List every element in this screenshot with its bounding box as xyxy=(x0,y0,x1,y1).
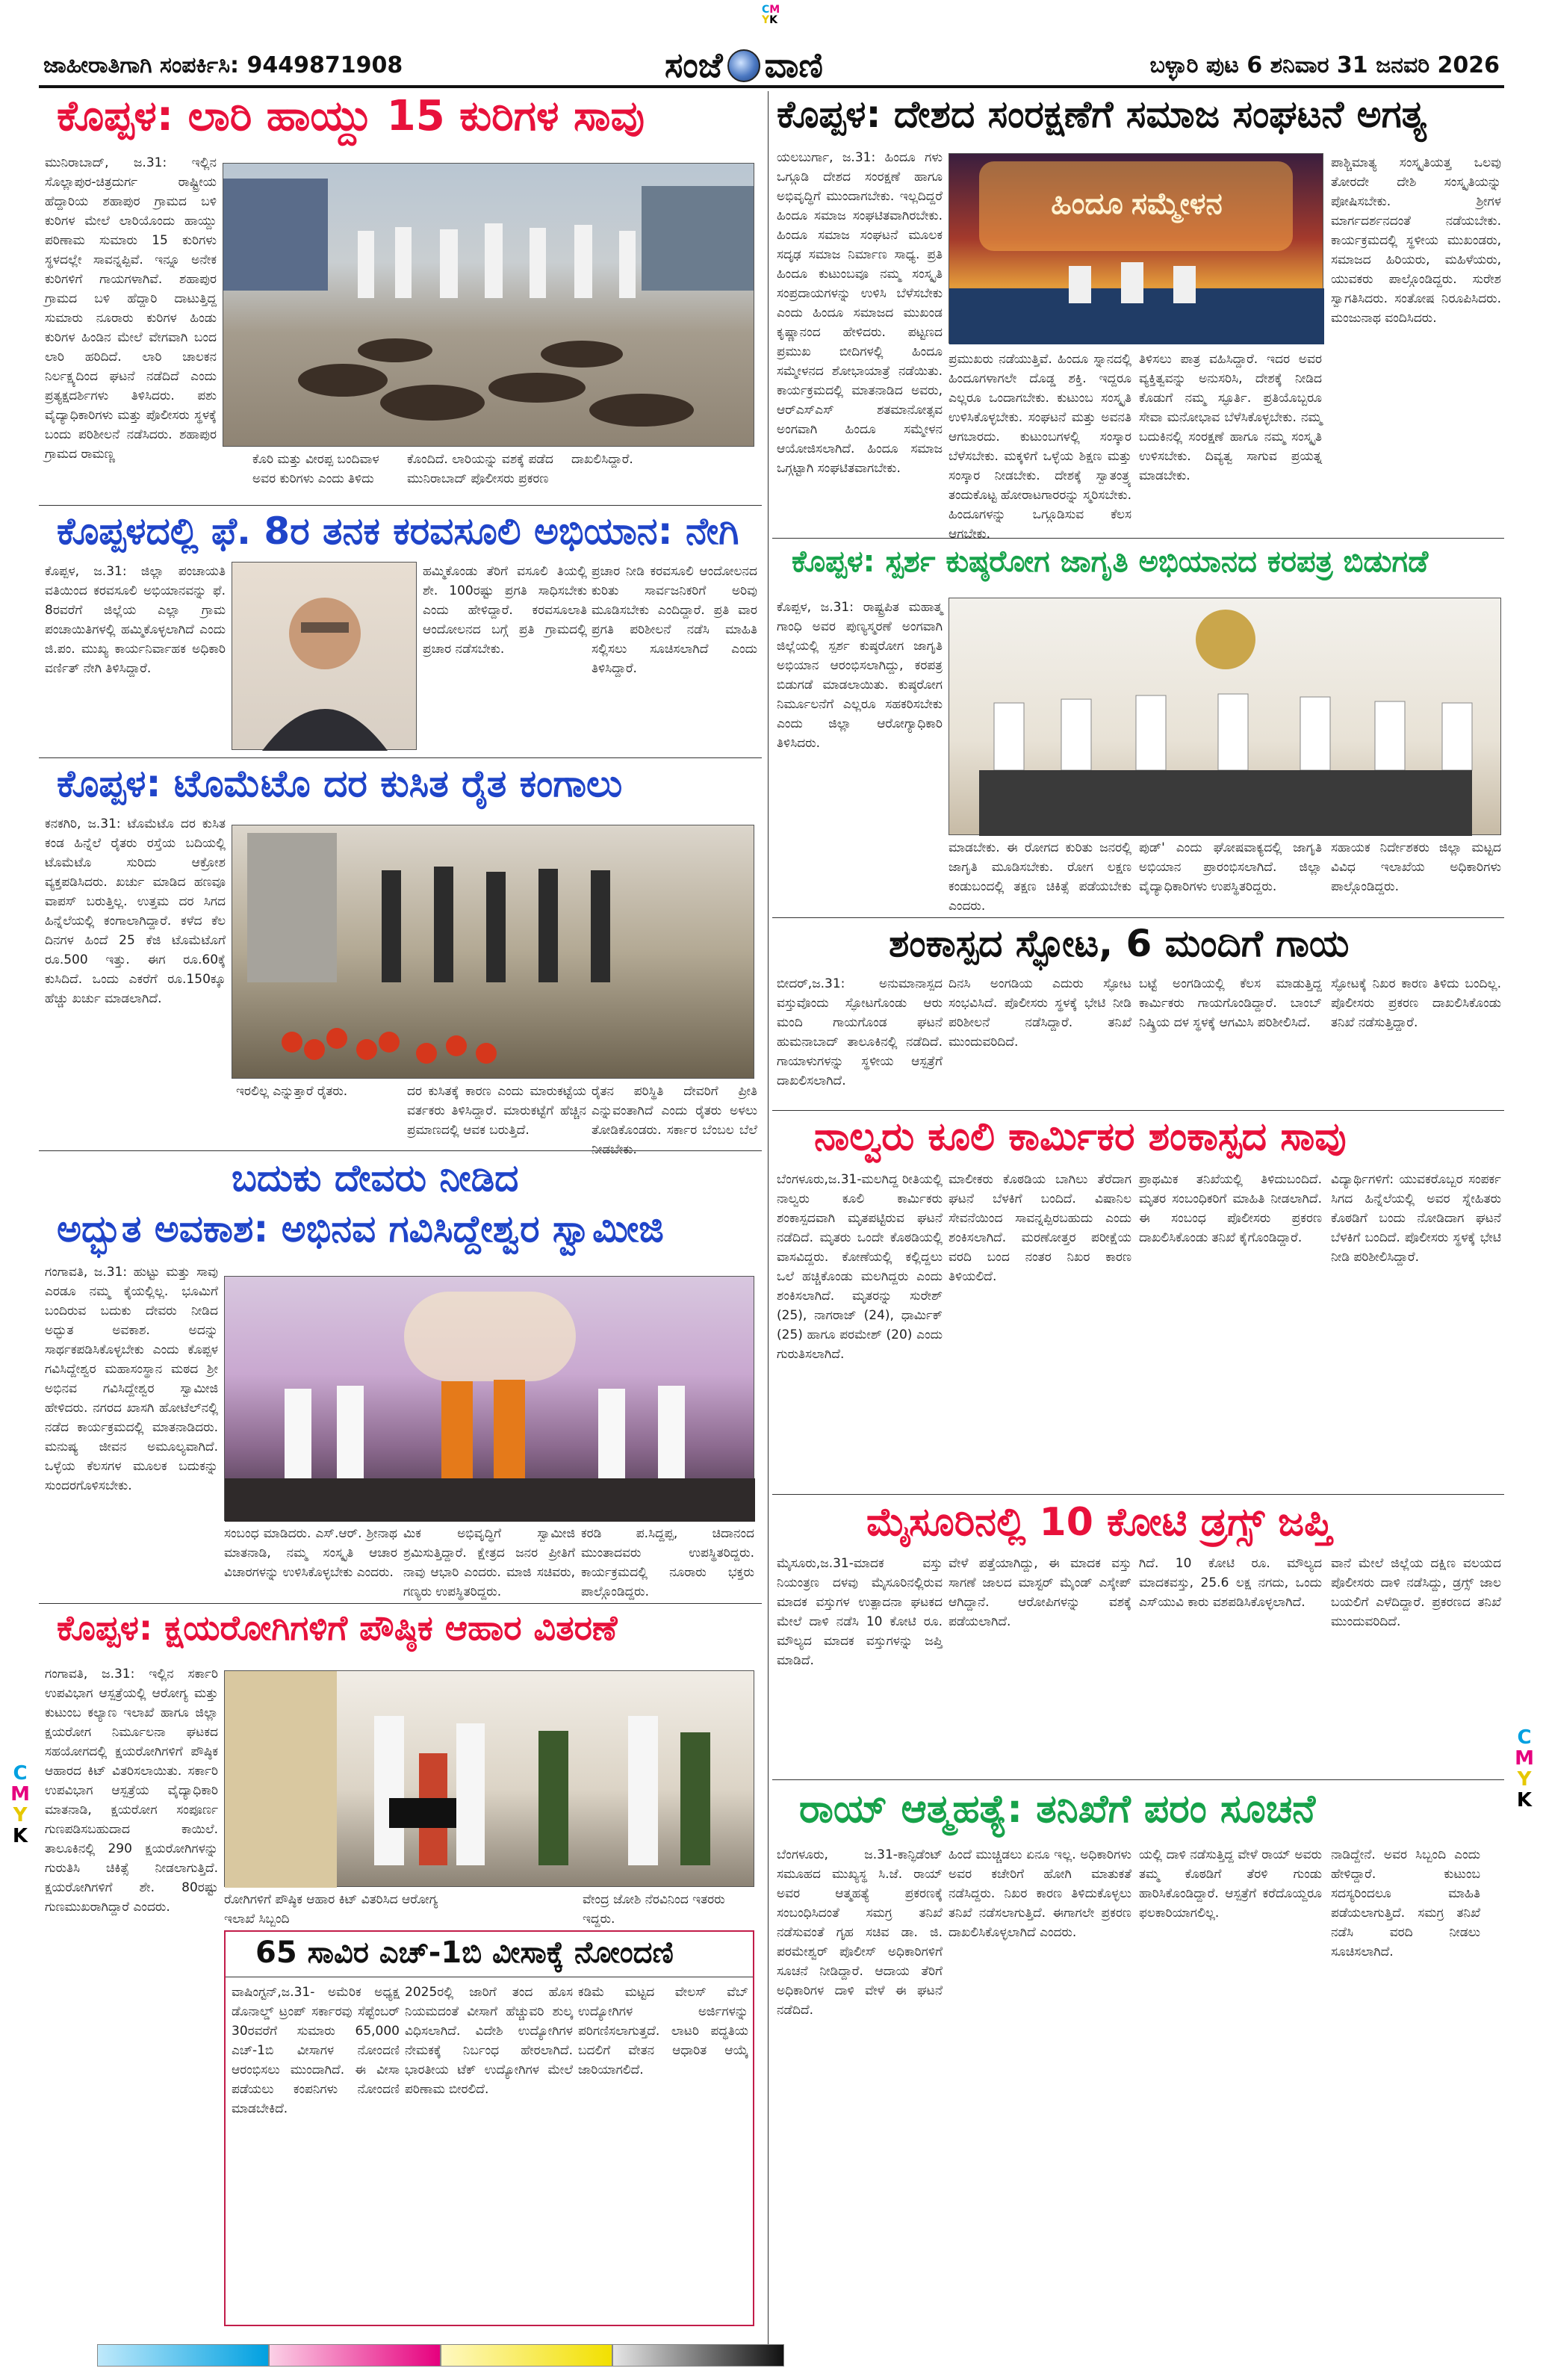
article-body-end: ದಾಖಲಿಸಿದ್ದಾರೆ. xyxy=(571,452,633,467)
article-body: ವಿದ್ಯಾರ್ಥಿಗಳಿಗೆ: ಯುವಕರೊಬ್ಬರ ಸಂಪರ್ಕ ಸಿಗದ ಹಿನ್ನೆಲೆಯಲ್ಲಿ ಅವರ ಸ್ನೇಹಿತರು ಕೊಠಡಿಗೆ ಬಂದು ನೋಡಿದಾಗ ಘಟನೆ ಬೆಳಕಿಗೆ ಬಂದಿದೆ. ಪೊಲೀಸರು ಸ್ಥಳಕ್ಕೆ ಭೇಟಿ ನೀಡಿ ಪರಿಶೀಲಿಸಿದ್ದಾರೆ. xyxy=(1331,1172,1501,1265)
headline-roy-suicide-probe: ರಾಯ್ ಆತ್ಮಹತ್ಯೆ: ತನಿಖೆಗೆ ಪರಂ ಸೂಚನೆ xyxy=(799,1787,1316,1832)
article-body: ಸಂಬಂಧ ಮಾಡಿದರು. ಎಸ್.ಆರ್. ಶ್ರೀನಾಥ ಮಾತನಾಡಿ, ನಮ್ಮ ಸಂಸ್ಕೃತಿ ಆಚಾರ ವಿಚಾರಗಳನ್ನು ಉಳಿಸಿಕೊಳ್ಳಬೇಕು ಎಂದರು. xyxy=(224,1526,397,1580)
article-body: ಹಿಂದೆ ಮುಚ್ಚಿಡಲು ಏನೂ ಇಲ್ಲ. ಅಧಿಕಾರಿಗಳು ಅವರ ಕಚೇರಿಗೆ ಹೋಗಿ ಮಾತುಕತೆ ನಡೆಸಿದ್ದರು. ನಿಖರ ಕಾರಣ ತಿಳಿದುಕೊಳ್ಳಲು ತನಿಖೆ ನಡೆಸಲಾಗುತ್ತಿದೆ. ಈಗಾಗಲೇ ಪ್ರಕರಣ ದಾಖಲಿಸಿಕೊಳ್ಳಲಾಗಿದೆ ಎಂದರು. xyxy=(949,1847,1131,1940)
photo-scene xyxy=(232,563,417,751)
photo-scene xyxy=(949,598,1502,836)
article-body: ಯಲಬುರ್ಗಾ, ಜ.31: ಹಿಂದೂ ಗಳು ಒಗ್ಗೂಡಿ ದೇಶದ ಸಂರಕ್ಷಣೆ ಹಾಗೂ ಅಭಿವೃದ್ಧಿಗೆ ಮುಂದಾಗಬೇಕು. ಇಲ್ಲದಿದ್ದರೆ ಹಿಂದೂ ಸಮಾಜ ಸಂಘಟಿತವಾಗಿರಬೇಕು. ಹಿಂದೂ ಸಮಾಜ ಸಂಘಟನೆ ಮೂಲಕ ಸದೃಢ ಸಮಾಜ ನಿರ್ಮಾಣ ಸಾಧ್ಯ. ಪ್ರತಿ ಹಿಂದೂ ಕುಟುಂಬವೂ ನಮ್ಮ ಸಂಸ್ಕೃತಿ ಸಂಪ್ರದಾಯಗಳನ್ನು ಉಳಿಸಿ ಬೆಳೆಸಬೇಕು ಎಂದು ಹಿಂದೂ ಸಮಾಜದ ಮುಖಂಡ ಕೃಷ್ಣಾನಂದ ಹೇಳಿದರು. ಪಟ್ಟಣದ ಪ್ರಮುಖ ಬೀದಿಗಳಲ್ಲಿ ಹಿಂದೂ ಸಮ್ಮೇಳನದ ಶೋಭಾಯಾತ್ರೆ ನಡೆಯಿತು. ಕಾರ್ಯಕ್ರಮದಲ್ಲಿ ಮಾತನಾಡಿದ ಅವರು, ಆರ್‌ಎಸ್‌ಎಸ್ ಶತಮಾನೋತ್ಸವ ಅಂಗವಾಗಿ ಹಿಂದೂ ಸಮ್ಮೇಳನ ಆಯೋಜಿಸಲಾಗಿದೆ. ಹಿಂದೂ ಸಮಾಜ ಒಗ್ಗಟ್ಟಾಗಿ ಸಂಘಟಿತವಾಗಬೇಕು. xyxy=(777,150,943,476)
section-rule xyxy=(39,757,762,758)
section-rule xyxy=(772,1779,1504,1780)
photo-farmers-with-tomatoes xyxy=(232,825,754,1079)
article-body-continued: ಕೊಂದಿದೆ. ಲಾರಿಯನ್ನು ವಶಕ್ಕೆ ಪಡೆದ ಮುನಿರಾಬಾದ್ ಪೊಲೀಸರು ಪ್ರಕರಣ xyxy=(407,452,553,486)
masthead-rule xyxy=(39,85,1504,88)
headline-leprosy-awareness: ಕೊಪ್ಪಳ: ಸ್ಪರ್ಶ ಕುಷ್ಠರೋಗ ಜಾಗೃತಿ ಅಭಿಯಾನದ ಕರಪತ್ರ ಬಿಡುಗಡೆ xyxy=(792,545,1429,579)
section-rule xyxy=(39,1150,762,1151)
headline-tomato-price-fall: ಕೊಪ್ಪಳ: ಟೊಮೆಟೊ ದರ ಕುಸಿತ ರೈತ ಕಂಗಾಲು xyxy=(57,762,623,805)
masthead xyxy=(0,0,1543,85)
article-body: ಮಿಕ ಅಭಿವೃದ್ಧಿಗೆ ಸ್ವಾಮೀಜಿ ಶ್ರಮಿಸುತ್ತಿದ್ದಾರೆ. ಕ್ಷೇತ್ರದ ಜನರ ಪ್ರೀತಿಗೆ ನಾವು ಆಭಾರಿ ಎಂದರು. ಮಾಜಿ ಸಚಿವರು, ಗಣ್ಯರು ಉಪಸ್ಥಿತರಿದ್ದರು. xyxy=(403,1526,575,1599)
article-body: ಮುನಿರಾಬಾದ್, ಜ.31: ಇಲ್ಲಿನ ಸೊಲ್ಲಾಪುರ-ಚಿತ್ರದುರ್ಗ ರಾಷ್ಟ್ರೀಯ ಹೆದ್ದಾರಿಯ ಶಹಾಪುರ ಗ್ರಾಮದ ಬಳಿ ಕುರಿಗಳ ಮೇಲೆ ಲಾರಿಯೊಂದು ಹಾಯ್ದು ಪರಿಣಾಮ ಸುಮಾರು 15 ಕುರಿಗಳು ಸ್ಥಳದಲ್ಲೇ ಸಾವನ್ನಪ್ಪಿವೆ. ಇನ್ನೂ ಅನೇಕ ಕುರಿಗಳಿಗೆ ಗಾಯಗಳಾಗಿವೆ. ಶಹಾಪುರ ಗ್ರಾಮದ ಬಳಿ ಹೆದ್ದಾರಿ ದಾಟುತ್ತಿದ್ದ ಸುಮಾರು ನೂರಾರು ಕುರಿಗಳ ಹಿಂಡು ಕುರಿಗಳ ಹಿಂಡಿನ ಮೇಲೆ ವೇಗವಾಗಿ ಬಂದ ಲಾರಿ ಹರಿದಿದೆ. ಲಾರಿ ಚಾಲಕನ ನಿರ್ಲಕ್ಷ್ಯದಿಂದ ಘಟನೆ ನಡೆದಿದೆ ಎಂದು ಪ್ರತ್ಯಕ್ಷದರ್ಶಿಗಳು ತಿಳಿಸಿದರು. ಪಶು ವೈದ್ಯಾಧಿಕಾರಿಗಳು ಮತ್ತು ಪೊಲೀಸರು ಸ್ಥಳಕ್ಕೆ ಬಂದು ಪರಿಶೀಲನೆ ನಡೆಸಿದರು. ಶಹಾಪುರ ಗ್ರಾಮದ ರಾಮಣ್ಣ xyxy=(45,155,217,462)
article-body: ಪುಡ್' ಎಂದು ಘೋಷವಾಕ್ಯದಲ್ಲಿ ಜಾಗೃತಿ ಅಭಿಯಾನ ಪ್ರಾರಂಭಿಸಲಾಗಿದೆ. ಜಿಲ್ಲಾ ವೈದ್ಯಾಧಿಕಾರಿಗಳು ಉಪಸ್ಥಿತರಿದ್ದರು. xyxy=(1139,840,1322,894)
photo-officer-portrait xyxy=(232,562,417,750)
article-body: ಪ್ರಮುಖರು ನಡೆಯುತ್ತಿವೆ. ಹಿಂದೂ ಸ್ನಾನದಲ್ಲಿ ಹಿಂದೂಗಳಾಗಲೇ ದೊಡ್ಡ ಶಕ್ತಿ. ಇದ್ದರೂ ಎಲ್ಲರೂ ಒಂದಾಗಬೇಕು. ಕುಟುಂಬ ಸಂಸ್ಕೃತಿ ಉಳಿಸಿಕೊಳ್ಳಬೇಕು. ಸಂಘಟನೆ ಮತ್ತು ಅವನತಿ ಆಗಬಾರದು. ಕುಟುಂಬಗಳಲ್ಲಿ ಸಂಸ್ಕಾರ ಬೆಳೆಸಬೇಕು. ಮಕ್ಕಳಿಗೆ ಒಳ್ಳೆಯ ಶಿಕ್ಷಣ ಮತ್ತು ಸಂಸ್ಕಾರ ನೀಡಬೇಕು. ದೇಶಕ್ಕೆ ಸ್ವಾತಂತ್ರ್ಯ ತಂದುಕೊಟ್ಟ ಹೋರಾಟಗಾರರನ್ನು ಸ್ಮರಿಸಬೇಕು. ಹಿಂದೂಗಳನ್ನು ಒಗ್ಗೂಡಿಸುವ ಕೆಲಸ ಆಗಬೇಕು. xyxy=(949,352,1131,542)
article-body: ಕೊಪ್ಪಳ, ಜ.31: ರಾಷ್ಟ್ರಪಿತ ಮಹಾತ್ಮ ಗಾಂಧಿ ಅವರ ಪುಣ್ಯಸ್ಮರಣೆ ಅಂಗವಾಗಿ ಜಿಲ್ಲೆಯಲ್ಲಿ ಸ್ಪರ್ಶ ಕುಷ್ಠರೋಗ ಜಾಗೃತಿ ಅಭಿಯಾನ ಆರಂಭಿಸಲಾಗಿದ್ದು, ಕರಪತ್ರ ಬಿಡುಗಡೆ ಮಾಡಲಾಯಿತು. ಕುಷ್ಠರೋಗ ನಿರ್ಮೂಲನೆಗೆ ಎಲ್ಲರೂ ಸಹಕರಿಸಬೇಕು ಎಂದು ಜಿಲ್ಲಾ ಆರೋಗ್ಯಾಧಿಕಾರಿ ತಿಳಿಸಿದರು. xyxy=(777,600,943,751)
article-body: ಹಮ್ಮಿಕೊಂಡು ತೆರಿಗೆ ವಸೂಲಿ ತಿಯಲ್ಲಿ ಶೇ. 100ರಷ್ಟು ಪ್ರಗತಿ ಸಾಧಿಸಬೇಕು ಎಂದು ಹೇಳಿದ್ದಾರೆ. ಕರವಸೂಲಾತಿ ಆಂದೋಲನದ ಬಗ್ಗೆ ಪ್ರತಿ ಗ್ರಾಮದಲ್ಲಿ ಪ್ರಚಾರ ನಡೆಸಬೇಕು. xyxy=(423,564,587,657)
section-rule xyxy=(39,505,762,506)
article-body: ಕಡಿಮೆ ಮಟ್ಟದ ವೇಲಸ್ ವೆಬ್ ಉದ್ಯೋಗಿಗಳ ಅರ್ಜಿಗಳನ್ನು ಪರಿಗಣಿಸಲಾಗುತ್ತದೆ. ಲಾಟರಿ ಪದ್ಧತಿಯ ಬದಲಿಗೆ ವೇತನ ಆಧಾರಿತ ಆಯ್ಕೆ ಜಾರಿಯಾಗಲಿದೆ. xyxy=(578,1985,748,2077)
section-rule xyxy=(772,1494,1504,1495)
article-body: ಪಾಶ್ಚಿಮಾತ್ಯ ಸಂಸ್ಕೃತಿಯತ್ತ ಒಲವು ತೋರದೇ ದೇಶಿ ಸಂಸ್ಕೃತಿಯನ್ನು ಪೋಷಿಸಬೇಕು. ಶ್ರೀಗಳ ಮಾರ್ಗದರ್ಶನದಂತೆ ನಡೆಯಬೇಕು. ಕಾರ್ಯಕ್ರಮದಲ್ಲಿ ಸ್ಥಳೀಯ ಮುಖಂಡರು, ಸಮಾಜದ ಹಿರಿಯರು, ಮಹಿಳೆಯರು, ಯುವಕರು ಪಾಲ್ಗೊಂಡಿದ್ದರು. ಸುರೇಶ ಸ್ವಾಗತಿಸಿದರು. ಸಂತೋಷ ನಿರೂಪಿಸಿದರು. ಮಂಜುನಾಥ ವಂದಿಸಿದರು. xyxy=(1331,155,1501,326)
h1b-box xyxy=(224,1930,754,2326)
article-body: ಸಹಾಯಕ ನಿರ್ದೇಶಕರು ಜಿಲ್ಲಾ ಮಟ್ಟದ ವಿವಿಧ ಇಲಾಖೆಯ ಅಧಿಕಾರಿಗಳು ಪಾಲ್ಗೊಂಡಿದ್ದರು. xyxy=(1331,840,1501,894)
article-body: ಬೀದರ್,ಜ.31: ಅನುಮಾನಾಸ್ಪದ ವಸ್ತುವೊಂದು ಸ್ಫೋಟಗೊಂಡು ಆರು ಮಂದಿ ಗಾಯಗೊಂಡ ಘಟನೆ ಹುಮನಾಬಾದ್ ತಾಲೂಕಿನಲ್ಲಿ ನಡೆದಿದೆ. ಗಾಯಾಳುಗಳನ್ನು ಸ್ಥಳೀಯ ಆಸ್ಪತ್ರೆಗೆ ದಾಖಲಿಸಲಾಗಿದೆ. xyxy=(777,976,943,1088)
banner-text: ಹಿಂದೂ ಸಮ್ಮೇಳನ xyxy=(1051,188,1223,220)
article-body: ತಿಳಿಸಲು ಪಾತ್ರ ವಹಿಸಿದ್ದಾರೆ. ಇದರ ಅವರ ವ್ಯಕ್ತಿತ್ವವನ್ನು ಅನುಸರಿಸಿ, ದೇಶಕ್ಕೆ ನೀಡಿದ ಕೊಡುಗೆ ನಮ್ಮ ಸ್ಫೂರ್ತಿ. ಪ್ರತಿಯೊಬ್ಬರೂ ಸೇವಾ ಮನೋಭಾವ ಬೆಳೆಸಿಕೊಳ್ಳಬೇಕು. ನಮ್ಮ ಬದುಕಿನಲ್ಲಿ ಸಂರಕ್ಷಣೆ ಹಾಗೂ ನಮ್ಮ ಸಂಸ್ಕೃತಿ ಉಳಿಸಬೇಕು. ದಿವ್ಯತ್ವ ಸಾಗುವ ಪ್ರಯತ್ನ ಮಾಡಬೇಕು. xyxy=(1139,352,1322,483)
article-body: ಕನಕಗಿರಿ, ಜ.31: ಟೊಮೆಟೊ ದರ ಕುಸಿತ ಕಂಡ ಹಿನ್ನೆಲೆ ರೈತರು ರಸ್ತೆಯ ಬದಿಯಲ್ಲಿ ಟೊಮೆಟೊ ಸುರಿದು ಆಕ್ರೋಶ ವ್ಯಕ್ತಪಡಿಸಿದರು. ಖರ್ಚು ಮಾಡಿದ ಹಣವೂ ವಾಪಸ್ ಬರುತ್ತಿಲ್ಲ. ಉತ್ತಮ ದರ ಸಿಗದ ಹಿನ್ನೆಲೆಯಲ್ಲಿ ಕಂಗಾಲಾಗಿದ್ದಾರೆ. ಕಳೆದ ಕೆಲ ದಿನಗಳ ಹಿಂದೆ 25 ಕೆಜಿ ಟೊಮೆಟೊಗೆ ರೂ.500 ಇತ್ತು. ಈಗ ರೂ.60ಕ್ಕೆ ಕುಸಿದಿದೆ. ಒಂದು ಎಕರೆಗೆ ರೂ.150ಕ್ಕೂ ಹೆಚ್ಚು ಖರ್ಚು ಮಾಡಲಾಗಿದೆ. xyxy=(45,816,226,1006)
article-body: ಬೆಂಗಳೂರು, ಜ.31-ಕಾನ್ಫಿಡೆಂಟ್ ಸಮೂಹದ ಮುಖ್ಯಸ್ಥ ಸಿ.ಜೆ. ರಾಯ್ ಅವರ ಆತ್ಮಹತ್ಯೆ ಪ್ರಕರಣಕ್ಕೆ ಸಂಬಂಧಿಸಿದಂತೆ ಸಮಗ್ರ ತನಿಖೆ ನಡೆಸುವಂತೆ ಗೃಹ ಸಚಿವ ಡಾ. ಜಿ. ಪರಮೇಶ್ವರ್ ಪೊಲೀಸ್ ಅಧಿಕಾರಿಗಳಿಗೆ ಸೂಚನೆ ನೀಡಿದ್ದಾರೆ. ಆದಾಯ ತೆರಿಗೆ ಅಧಿಕಾರಿಗಳ ದಾಳಿ ವೇಳೆ ಈ ಘಟನೆ ನಡೆದಿದೆ. xyxy=(777,1847,943,2018)
photo-caption: ಕೊರಿ ಮತ್ತು ವೀರಪ್ಪ ಬಂದಿವಾಳ ಅವರ ಕುರಿಗಳು ಎಂದು ತಿಳಿದು xyxy=(252,452,379,486)
headline-sheep-death: ಕೊಪ್ಪಳ: ಲಾರಿ ಹಾಯ್ದು 15 ಕುರಿಗಳ ಸಾವು xyxy=(57,92,645,140)
article-body: ವಾನೆ ಮೇಲೆ ಜಿಲ್ಲೆಯ ದಕ್ಷಿಣ ವಲಯದ ಪೊಲೀಸರು ದಾಳಿ ನಡೆಸಿದ್ದು, ಡ್ರಗ್ಸ್ ಜಾಲ ಬಯಲಿಗೆ ಎಳೆದಿದ್ದಾರೆ. ಪ್ರಕರಣದ ತನಿಖೆ ಮುಂದುವರಿದಿದೆ. xyxy=(1331,1556,1501,1629)
globe-icon xyxy=(727,49,760,82)
edition-info: ಬಳ್ಳಾರಿ ಪುಟ 6 ಶನಿವಾರ 31 ಜನವರಿ 2026 xyxy=(1149,52,1500,78)
article-body: ಸ್ಫೋಟಕ್ಕೆ ನಿಖರ ಕಾರಣ ತಿಳಿದು ಬಂದಿಲ್ಲ. ಪೊಲೀಸರು ಪ್ರಕರಣ ದಾಖಲಿಸಿಕೊಂಡು ತನಿಖೆ ನಡೆಸುತ್ತಿದ್ದಾರೆ. xyxy=(1331,976,1501,1030)
photo-caption: ಇರಲಿಲ್ಲ ಎನ್ನುತ್ತಾರೆ ರೈತರು. xyxy=(236,1084,348,1099)
section-rule xyxy=(39,1603,762,1604)
newspaper-logo: ಸಂಜೆ ವಾಣಿ xyxy=(665,45,823,85)
photo-scene xyxy=(225,1277,755,1522)
photo-caption: ರೋಗಿಗಳಿಗೆ ಪೌಷ್ಠಿಕ ಆಹಾರ ಕಿಟ್ ವಿತರಿಸಿದ ಆರೋಗ್ಯ ಇಲಾಖೆ ಸಿಬ್ಬಂದಿ xyxy=(224,1892,438,1927)
article-body: ದರ ಕುಸಿತಕ್ಕೆ ಕಾರಣ ಎಂದು ಮಾರುಕಟ್ಟೆಯ ವರ್ತಕರು ತಿಳಿಸಿದ್ದಾರೆ. ಮಾರುಕಟ್ಟೆಗೆ ಹೆಚ್ಚಿನ ಪ್ರಮಾಣದಲ್ಲಿ ಆವಕ ಬರುತ್ತಿದೆ. xyxy=(407,1084,586,1138)
article-body: ದಿನಸಿ ಅಂಗಡಿಯ ಎದುರು ಸ್ಫೋಟ ಸಂಭವಿಸಿದೆ. ಪೊಲೀಸರು ಸ್ಥಳಕ್ಕೆ ಭೇಟಿ ನೀಡಿ ಪರಿಶೀಲನೆ ನಡೆಸಿದ್ದಾರೆ. ತನಿಖೆ ಮುಂದುವರಿದಿದೆ. xyxy=(949,976,1131,1050)
section-rule xyxy=(772,917,1504,918)
photo-scene xyxy=(232,825,755,1079)
photo-leprosy-pamphlet-release xyxy=(949,598,1501,835)
black-calibration-bar xyxy=(612,2344,784,2367)
cmyk-registration-mark: CM YK xyxy=(762,4,780,26)
photo-dead-sheep-highway xyxy=(223,163,754,447)
ad-contact: ಜಾಹೀರಾತಿಗಾಗಿ ಸಂಪರ್ಕಿಸಿ: 9449871908 xyxy=(43,52,403,78)
headline-hindu-organization: ಕೊಪ್ಪಳ: ದೇಶದ ಸಂರಕ್ಷಣೆಗೆ ಸಮಾಜ ಸಂಘಟನೆ ಅಗತ್ಯ xyxy=(777,93,1427,136)
article-body: ಬೆಂಗಳೂರು,ಜ.31-ಮಲಗಿದ್ದ ರೀತಿಯಲ್ಲಿ ನಾಲ್ವರು ಕೂಲಿ ಕಾರ್ಮಿಕರು ಶಂಕಾಸ್ಪದವಾಗಿ ಮೃತಪಟ್ಟಿರುವ ಘಟನೆ ನಡೆದಿದೆ. ಮೃತರು ಒಂದೇ ಕೊಠಡಿಯಲ್ಲಿ ವಾಸವಿದ್ದರು. ಕೋಣೆಯಲ್ಲಿ ಕಲ್ಲಿದ್ದಲು ಒಲೆ ಹಚ್ಚಿಕೊಂಡು ಮಲಗಿದ್ದರು ಎಂದು ಶಂಕಿಸಲಾಗಿದೆ. ಮೃತರನ್ನು ಸುರೇಶ್ (25), ನಾಗರಾಜ್ (24), ಧಾರ್ಮಿಕ್ (25) ಹಾಗೂ ಪರಮೇಶ್ (20) ಎಂದು ಗುರುತಿಸಲಾಗಿದೆ. xyxy=(777,1172,943,1362)
article-body: ಪ್ರಚಾರ ನೀಡಿ ಕರವಸೂಲಿ ಆಂದೋಲನದ ಕುರಿತು ಸಾರ್ವಜನಿಕರಿಗೆ ಅರಿವು ಮೂಡಿಸಬೇಕು ಎಂದಿದ್ದಾರೆ. ಪ್ರತಿ ವಾರ ಪ್ರಗತಿ ಪರಿಶೀಲನೆ ನಡೆಸಿ ಮಾಹಿತಿ ಸಲ್ಲಿಸಲು ಸೂಚಿಸಲಾಗಿದೆ ಎಂದು ತಿಳಿಸಿದ್ದಾರೆ. xyxy=(592,564,757,676)
photo-caption: ವೇಂದ್ರ ಜೋಶಿ ನೆರವಿನಿಂದ ಇತರರು ಇದ್ದರು. xyxy=(583,1892,725,1927)
photo-scene xyxy=(949,154,1324,344)
column-divider xyxy=(768,91,769,2347)
article-body: ಕೊಪ್ಪಳ, ಜ.31: ಜಿಲ್ಲಾ ಪಂಚಾಯತಿ ವತಿಯಿಂದ ಕರವಸೂಲಿ ಅಭಿಯಾನವನ್ನು ಫೆ. 8ರವರೆಗೆ ಜಿಲ್ಲೆಯ ಎಲ್ಲಾ ಗ್ರಾಮ ಪಂಚಾಯಿತಿಗಳಲ್ಲಿ ಹಮ್ಮಿಕೊಳ್ಳಲಾಗಿದೆ ಎಂದು ಜಿ.ಪಂ. ಮುಖ್ಯ ಕಾರ್ಯನಿರ್ವಾಹಕ ಅಧಿಕಾರಿ ವರ್ಣಿತ್ ನೇಗಿ ತಿಳಿಸಿದ್ದಾರೆ. xyxy=(45,564,226,676)
headline-drugs-seized: ಮೈಸೂರಿನಲ್ಲಿ 10 ಕೋಟಿ ಡ್ರಗ್ಸ್ ಜಪ್ತಿ xyxy=(866,1500,1332,1545)
photo-swamiji-stage-event xyxy=(224,1276,754,1521)
yellow-calibration-bar xyxy=(441,2344,612,2367)
article-body: ರೈತನ ಪರಿಸ್ಥಿತಿ ದೇವರಿಗೆ ಪ್ರೀತಿ ಎನ್ನುವಂತಾಗಿದೆ ಎಂದು ರೈತರು ಅಳಲು ತೋಡಿಕೊಂಡರು. ಸರ್ಕಾರ ಬೆಂಬಲ ಬೆಲೆ ನೀಡಬೇಕು. xyxy=(592,1084,757,1157)
headline-suspicious-blast: ಶಂಕಾಸ್ಪದ ಸ್ಫೋಟ, 6 ಮಂದಿಗೆ ಗಾಯ xyxy=(889,922,1350,965)
article-body: ಕರಡಿ ಪ.ಸಿದ್ದಪ್ಪ, ಚಿದಾನಂದ ಮುಂತಾದವರು ಉಪಸ್ಥಿತರಿದ್ದರು. ಕಾರ್ಯಕ್ರಮದಲ್ಲಿ ನೂರಾರು ಭಕ್ತರು ಪಾಲ್ಗೊಂಡಿದ್ದರು. xyxy=(581,1526,754,1599)
magenta-calibration-bar xyxy=(269,2344,441,2367)
photo-hindu-sammelana-stage xyxy=(949,153,1323,344)
photo-scene xyxy=(223,164,755,447)
photo-scene xyxy=(225,1671,755,1888)
article-body: ನಾಡಿದ್ದೇನೆ. ಅವರ ಸಿಬ್ಬಂದಿ ಎಂದು ಹೇಳಿದ್ದಾರೆ. ಕುಟುಂಬ ಸದಸ್ಯರಿಂದಲೂ ಮಾಹಿತಿ ಪಡೆಯಲಾಗುತ್ತಿದೆ. ಸಮಗ್ರ ತನಿಖೆ ನಡೆಸಿ ವರದಿ ನೀಡಲು ಸೂಚಿಸಲಾಗಿದೆ. xyxy=(1331,1847,1480,1959)
article-body: ಗಂಗಾವತಿ, ಜ.31: ಇಲ್ಲಿನ ಸರ್ಕಾರಿ ಉಪವಿಭಾಗ ಆಸ್ಪತ್ರೆಯಲ್ಲಿ ಆರೋಗ್ಯ ಮತ್ತು ಕುಟುಂಬ ಕಲ್ಯಾಣ ಇಲಾಖೆ ಹಾಗೂ ಜಿಲ್ಲಾ ಕ್ಷಯರೋಗ ನಿರ್ಮೂಲನಾ ಘಟಕದ ಸಹಯೋಗದಲ್ಲಿ ಕ್ಷಯರೋಗಿಗಳಿಗೆ ಪೌಷ್ಠಿಕ ಆಹಾರದ ಕಿಟ್ ವಿತರಿಸಲಾಯಿತು. ಸರ್ಕಾರಿ ಉಪವಿಭಾಗ ಆಸ್ಪತ್ರೆಯ ವೈದ್ಯಾಧಿಕಾರಿ ಮಾತನಾಡಿ, ಕ್ಷಯರೋಗ ಸಂಪೂರ್ಣ ಗುಣಪಡಿಸಬಹುದಾದ ಕಾಯಿಲೆ. ತಾಲೂಕಿನಲ್ಲಿ 290 ಕ್ಷಯರೋಗಿಗಳನ್ನು ಗುರುತಿಸಿ ಚಿಕಿತ್ಸೆ ನೀಡಲಾಗುತ್ತಿದೆ. ಕ್ಷಯರೋಗಿಗಳಿಗೆ ಶೇ. 80ರಷ್ಟು ಗುಣಮುಖರಾಗಿದ್ದಾರೆ ಎಂದರು. xyxy=(45,1667,218,1915)
article-body: 2025ರಲ್ಲಿ ಜಾರಿಗೆ ತಂದ ಹೊಸ ನಿಯಮದಂತೆ ವೀಸಾಗೆ ಹೆಚ್ಚುವರಿ ಶುಲ್ಕ ವಿಧಿಸಲಾಗಿದೆ. ವಿದೇಶಿ ಉದ್ಯೋಗಿಗಳ ನೇಮಕಕ್ಕೆ ನಿರ್ಬಂಧ ಹೇರಲಾಗಿದೆ. ಭಾರತೀಯ ಟೆಕ್ ಉದ್ಯೋಗಿಗಳ ಮೇಲೆ ಪರಿಣಾಮ ಬೀರಲಿದೆ. xyxy=(405,1985,573,2097)
photo-tb-kit-distribution xyxy=(224,1670,754,1887)
headline-h1b-visa: 65 ಸಾವಿರ ಎಚ್-1ಬಿ ವೀಸಾಕ್ಕೆ ನೋಂದಣಿ xyxy=(255,1936,674,1970)
section-rule xyxy=(772,538,1504,539)
headline-labourers-death: ನಾಲ್ವರು ಕೂಲಿ ಕಾರ್ಮಿಕರ ಶಂಕಾಸ್ಪದ ಸಾವು xyxy=(814,1115,1347,1159)
article-body: ಮಾಲೀಕರು ಕೊಠಡಿಯ ಬಾಗಿಲು ತೆರೆದಾಗ ಘಟನೆ ಬೆಳಕಿಗೆ ಬಂದಿದೆ. ವಿಷಾನಿಲ ಸೇವನೆಯಿಂದ ಸಾವನ್ನಪ್ಪಿರಬಹುದು ಎಂದು ಶಂಕಿಸಲಾಗಿದೆ. ಮರಣೋತ್ತರ ಪರೀಕ್ಷೆಯ ವರದಿ ಬಂದ ನಂತರ ನಿಖರ ಕಾರಣ ತಿಳಿಯಲಿದೆ. xyxy=(949,1172,1131,1284)
headline-tb-nutrition-kit: ಕೊಪ್ಪಳ: ಕ್ಷಯರೋಗಿಗಳಿಗೆ ಪೌಷ್ಠಿಕ ಆಹಾರ ವಿತರಣೆ xyxy=(57,1608,618,1648)
section-rule xyxy=(772,1110,1504,1111)
article-body: ವಾಷಿಂಗ್ಟನ್,ಜ.31- ಅಮೆರಿಕ ಅಧ್ಯಕ್ಷ ಡೊನಾಲ್ಡ್ ಟ್ರಂಪ್ ಸರ್ಕಾರವು ಸೆಪ್ಟೆಂಬರ್ 30ರವರೆಗೆ ಸುಮಾರು 65,000 ಎಚ್-1ಬಿ ವೀಸಾಗಳ ನೋಂದಣಿ ಆರಂಭಿಸಲು ಮುಂದಾಗಿದೆ. ಈ ವೀಸಾ ಪಡೆಯಲು ಕಂಪನಿಗಳು ನೋಂದಣಿ ಮಾಡಬೇಕಿದೆ. xyxy=(232,1985,400,2116)
headline-swamiji-line2: ಅದ್ಭುತ ಅವಕಾಶ: ಅಭಿನವ ಗವಿಸಿದ್ದೇಶ್ವರ ಸ್ವಾಮೀಜಿ xyxy=(57,1207,664,1251)
article-body: ಗಂಗಾವತಿ, ಜ.31: ಹುಟ್ಟು ಮತ್ತು ಸಾವು ಎರಡೂ ನಮ್ಮ ಕೈಯಲ್ಲಿಲ್ಲ. ಭೂಮಿಗೆ ಬಂದಿರುವ ಬದುಕು ದೇವರು ನೀಡಿದ ಅದ್ಭುತ ಅವಕಾಶ. ಅದನ್ನು ಸಾರ್ಥಕಪಡಿಸಿಕೊಳ್ಳಬೇಕು ಎಂದು ಕೊಪ್ಪಳ ಗವಿಸಿದ್ದೇಶ್ವರ ಮಹಾಸಂಸ್ಥಾನ ಮಠದ ಶ್ರೀ ಅಭಿನವ ಗವಿಸಿದ್ದೇಶ್ವರ ಸ್ವಾಮೀಜಿ ಹೇಳಿದರು. ನಗರದ ಖಾಸಗಿ ಹೋಟೆಲ್‌ನಲ್ಲಿ ನಡೆದ ಕಾರ್ಯಕ್ರಮದಲ್ಲಿ ಮಾತನಾಡಿದರು. ಮನುಷ್ಯ ಜೀವನ ಅಮೂಲ್ಯವಾಗಿದೆ. ಒಳ್ಳೆಯ ಕೆಲಸಗಳ ಮೂಲಕ ಬದುಕನ್ನು ಸುಂದರಗೊಳಿಸಬೇಕು. xyxy=(45,1265,218,1493)
article-body: ಮೈಸೂರು,ಜ.31-ಮಾದಕ ವಸ್ತು ನಿಯಂತ್ರಣ ದಳವು ಮೈಸೂರಿನಲ್ಲಿರುವ ಮಾದಕ ವಸ್ತುಗಳ ಉತ್ಪಾದನಾ ಘಟಕದ ಮೇಲೆ ದಾಳಿ ನಡೆಸಿ 10 ಕೋಟಿ ರೂ. ಮೌಲ್ಯದ ಮಾದಕ ವಸ್ತುಗಳನ್ನು ಜಪ್ತಿ ಮಾಡಿದೆ. xyxy=(777,1556,943,1668)
headline-tax-campaign: ಕೊಪ್ಪಳದಲ್ಲಿ ಫೆ. 8ರ ತನಕ ಕರವಸೂಲಿ ಅಭಿಯಾನ: ನೇಗಿ xyxy=(57,509,739,553)
article-body: ಬಟ್ಟೆ ಅಂಗಡಿಯಲ್ಲಿ ಕೆಲಸ ಮಾಡುತ್ತಿದ್ದ ಕಾರ್ಮಿಕರು ಗಾಯಗೊಂಡಿದ್ದಾರೆ. ಬಾಂಬ್ ನಿಷ್ಕ್ರಿಯ ದಳ ಸ್ಥಳಕ್ಕೆ ಆಗಮಿಸಿ ಪರಿಶೀಲಿಸಿದೆ. xyxy=(1139,976,1322,1030)
article-body: ಪ್ರಾಥಮಿಕ ತನಿಖೆಯಲ್ಲಿ ತಿಳಿದುಬಂದಿದೆ. ಮೃತರ ಸಂಬಂಧಿಕರಿಗೆ ಮಾಹಿತಿ ನೀಡಲಾಗಿದೆ. ಈ ಸಂಬಂಧ ಪೊಲೀಸರು ಪ್ರಕರಣ ದಾಖಲಿಸಿಕೊಂಡು ತನಿಖೆ ಕೈಗೊಂಡಿದ್ದಾರೆ. xyxy=(1139,1172,1322,1245)
cyan-calibration-bar xyxy=(97,2344,269,2367)
headline-swamiji-line1: ಬದುಕು ದೇವರು ನೀಡಿದ xyxy=(232,1156,519,1200)
article-body: ವೇಳೆ ಪತ್ತೆಯಾಗಿದ್ದು, ಈ ಮಾದಕ ವಸ್ತು ಸಾಗಣೆ ಜಾಲದ ಮಾಸ್ಟರ್ ಮೈಂಡ್ ಎಸ್ಕೇಪ್ ಆಗಿದ್ದಾನೆ. ಆರೋಪಿಗಳನ್ನು ವಶಕ್ಕೆ ಪಡೆಯಲಾಗಿದೆ. xyxy=(949,1556,1131,1629)
cmyk-side-mark-left: C M Y K xyxy=(10,1762,30,1847)
article-body: ಮಾಡಬೇಕು. ಈ ರೋಗದ ಕುರಿತು ಜನರಲ್ಲಿ ಜಾಗೃತಿ ಮೂಡಿಸಬೇಕು. ರೋಗ ಲಕ್ಷಣ ಕಂಡುಬಂದಲ್ಲಿ ತಕ್ಷಣ ಚಿಕಿತ್ಸೆ ಪಡೆಯಬೇಕು ಎಂದರು. xyxy=(949,840,1131,914)
article-body: ಗಿದೆ. 10 ಕೋಟಿ ರೂ. ಮೌಲ್ಯದ ಮಾದಕವಸ್ತು, 25.6 ಲಕ್ಷ ನಗದು, ಒಂದು ಎಸ್‌ಯುವಿ ಕಾರು ವಶಪಡಿಸಿಕೊಳ್ಳಲಾಗಿದೆ. xyxy=(1139,1556,1322,1610)
article-body: ಯಲ್ಲಿ ದಾಳಿ ನಡೆಸುತ್ತಿದ್ದ ವೇಳೆ ರಾಯ್ ಅವರು ತಮ್ಮ ಕೊಠಡಿಗೆ ತೆರಳಿ ಗುಂಡು ಹಾರಿಸಿಕೊಂಡಿದ್ದಾರೆ. ಆಸ್ಪತ್ರೆಗೆ ಕರೆದೊಯ್ದರೂ ಫಲಕಾರಿಯಾಗಲಿಲ್ಲ. xyxy=(1139,1847,1322,1921)
cmyk-side-mark-right: C M Y K xyxy=(1515,1726,1534,1812)
